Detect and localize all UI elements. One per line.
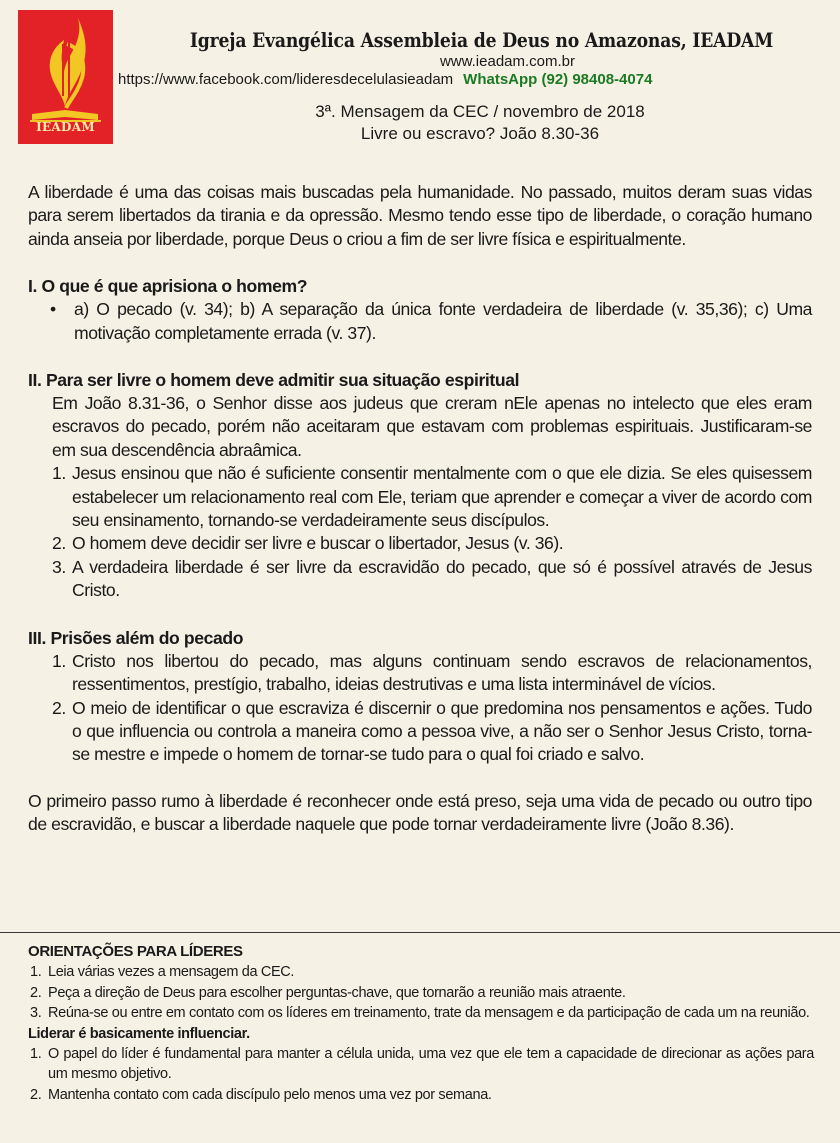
item-number: 3.	[52, 556, 66, 577]
list-item	[28, 697, 812, 767]
leader-subitem	[28, 1085, 814, 1106]
church-name: Igreja Evangélica Assembleia de Deus no Amazonas, IEADAM	[189, 28, 774, 52]
bullet-text: a) O pecado (v. 34); b) A separação da única fonte verdadeira de liberdade (v. 35,36); c) Uma motivação completamente errada (v. 37).	[74, 299, 812, 343]
section-2-paragraph: Em João 8.31-36, o Senhor disse aos judeus que creram nEle apenas no intelecto que eles eram escravos do pecado, porém não aceitaram que estavam com problemas espirituais. Justificaram-se em sua descendência abraâmica.	[52, 393, 812, 460]
item-number: 2.	[30, 1086, 42, 1103]
section-1-heading: I. O que é que aprisiona o homem?	[28, 276, 308, 297]
item-number: 1.	[30, 1045, 42, 1062]
item-text: O papel do líder é fundamental para manter a célula unida, uma vez que ele tem a capacidade de direcionar as ações para um mesmo objetivo.	[48, 1045, 814, 1082]
item-number: 1.	[30, 964, 42, 980]
list-item	[28, 462, 812, 532]
bullet-icon: •	[50, 299, 56, 320]
leader-subitem	[28, 1044, 814, 1085]
message-title: Livre ou escravo? João 8.30-36	[360, 124, 600, 143]
item-number: 2.	[30, 984, 42, 1001]
message-number: 3ª. Mensagem da CEC / novembro de 2018	[315, 102, 645, 121]
list-item	[28, 532, 812, 555]
item-text: O meio de identificar o que escraviza é discernir o que predomina nos pensamentos e ações. Tudo o que influencia ou controla a maneira como a pessoa vive, a não ser o Senhor Jesus Cristo, torna-se mestre e impede o homem de tornar-se tudo para o qual foi criado e salvo.	[72, 697, 812, 765]
letter-stroke-d	[68, 40, 70, 98]
letter-stroke-a	[62, 44, 64, 96]
list-item	[28, 556, 812, 603]
message-info	[115, 101, 840, 145]
intro-paragraph: A liberdade é uma das coisas mais buscadas pela humanidade. No passado, muitos deram suas vidas para serem libertados da tirania e da opressão. Mesmo tendo esse tipo de liberdade, o coração humano ainda anseia por liberdade, porque Deus o criou a fim de ser livre física e espiritualmente.	[28, 182, 812, 249]
logo-text: IEADAM	[36, 120, 95, 134]
item-text: O homem deve decidir ser livre e buscar o libertador, Jesus (v. 36).	[72, 533, 564, 554]
whatsapp-contact[interactable]: WhatsApp (92) 98408-4074	[463, 71, 653, 88]
item-number: 3.	[30, 1005, 42, 1021]
item-text: Peça a direção de Deus para escolher perguntas-chave, que tornarão a reunião mais atraente.	[48, 984, 626, 1001]
item-text: Mantenha contato com cada discípulo pelo menos uma vez por semana.	[48, 1086, 492, 1103]
item-text: Reúna-se ou entre em contato com os líderes em treinamento, trate da mensagem e da participação de cada um na reunião.	[48, 1005, 810, 1021]
section-1-bullet	[28, 298, 812, 345]
header	[115, 28, 840, 145]
item-number: 1.	[52, 650, 66, 671]
item-number: 1.	[52, 463, 66, 484]
contact-line	[0, 71, 840, 88]
section-divider	[0, 932, 840, 933]
open-book	[32, 110, 98, 120]
conclusion-paragraph: O primeiro passo rumo à liberdade é reconhecer onde está preso, seja uma vida de pecado ou outro tipo de escravidão, e buscar a liberdade naquele que pode tornar verdadeiramente livre (João 8.36).	[28, 790, 812, 835]
leader-item	[28, 1003, 814, 1024]
item-text: Leia várias vezes a mensagem da CEC.	[48, 964, 295, 980]
message-body	[28, 181, 812, 837]
item-text: A verdadeira liberdade é ser livre da escravidão do pecado, que só é possível através de Jesus Cristo.	[72, 556, 812, 601]
section-2-heading: II. Para ser livre o homem deve admitir sua situação espiritual	[28, 370, 520, 391]
website-link[interactable]: www.ieadam.com.br	[439, 53, 576, 70]
item-number: 2.	[52, 533, 66, 554]
leader-item	[28, 983, 814, 1004]
item-text: Jesus ensinou que não é suficiente consentir mentalmente com o que ele dizia. Se eles quisessem estabelecer um relacionamento real com Ele, teriam que aprender e começar a viver de acordo com seu ensinamento, tornando-se verdadeiramente seus discípulos.	[72, 463, 812, 531]
leader-item	[28, 962, 814, 983]
facebook-link[interactable]: https://www.facebook.com/lideresdecelulasieadam	[118, 71, 454, 88]
item-text: Cristo nos libertou do pecado, mas alguns continuam sendo escravos de relacionamentos, ressentimentos, prestígio, trabalho, ideias destrutivas e uma lista interminável de vícios.	[72, 650, 812, 695]
leaders-heading: ORIENTAÇÕES PARA LÍDERES	[28, 943, 243, 960]
section-3-heading: III. Prisões além do pecado	[28, 627, 244, 648]
flame-shape	[50, 18, 86, 106]
leaders-guidelines	[28, 941, 814, 1105]
item-number: 2.	[52, 697, 66, 718]
list-item	[28, 650, 812, 697]
leaders-subheading: Liderar é basicamente influenciar.	[28, 1025, 250, 1042]
